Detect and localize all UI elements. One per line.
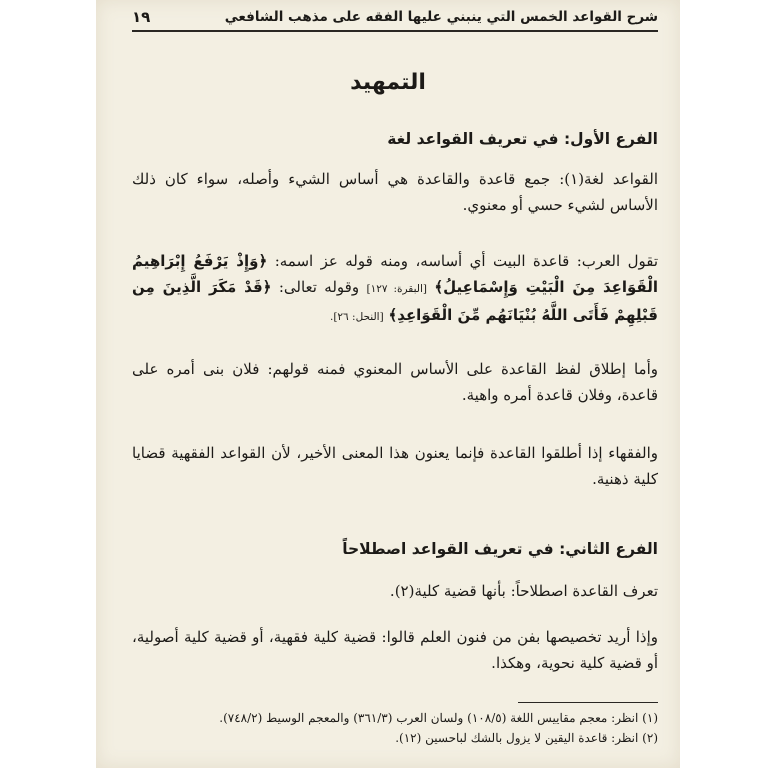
section-heading-2: الفرع الثاني: في تعريف القواعد اصطلاحاً (342, 540, 658, 558)
paragraph-jurists-usage: والفقهاء إذا أطلقوا القاعدة فإنما يعنون هذا المعنى الأخير، لأن القواعد الفقهية قضايا كلية ذهنية. (132, 444, 658, 488)
quran-verse-baqarah: ﴿وَإِذْ يَرْفَعُ إِبْرَاهِيمُ الْقَوَاعِدَ مِنَ الْبَيْتِ وَإِسْمَاعِيلُ﴾ (132, 252, 658, 296)
verse-reference-baqarah: [البقرة: ١٢٧] (366, 283, 427, 295)
footnote-separator (518, 702, 658, 703)
running-title: شرح القواعد الخمس التي ينبني عليها الفقه على مذهب الشافعي (224, 9, 658, 25)
paragraph-specialization: وإذا أريد تخصيصها بفن من فنون العلم قالوا: قضية كلية فقهية، أو قضية كلية أصولية، أو قضية كلية نحوية، وهكذا. (132, 628, 658, 672)
verse-reference-nahl: [النحل: ٢٦]. (329, 311, 384, 323)
footnotes (132, 708, 658, 748)
paragraph-technical-definition: تعرف القاعدة اصطلاحاً: بأنها قضية كلية(٢). (389, 582, 658, 600)
page-number: ١٩ (132, 8, 151, 26)
paragraph-lexical-definition: القواعد لغة(١): جمع قاعدة والقاعدة هي أساس الشيء وأصله، سواء كان ذلك الأساس لشيء حسي أو معنوي. (132, 170, 658, 214)
chapter-title: التمهيد (350, 70, 426, 95)
paragraph-quran-intro: تقول العرب: قاعدة البيت أي أساسه، ومنه قوله عز اسمه: (274, 252, 658, 270)
running-header (132, 4, 658, 32)
paragraph-quran-examples (132, 248, 658, 330)
quran-verse-nahl: ﴿قَدْ مَكَرَ الَّذِينَ مِن قَبْلِهِمْ فَأَتَى اللَّهُ بُنْيَانَهُم مِّنَ الْقَوَاعِدِ﴾ (132, 278, 658, 324)
paragraph-quran-joiner: وقوله تعالى: (278, 278, 360, 296)
footnote-2: (٢) انظر: قاعدة اليقين لا يزول بالشك لباحسين (١٢). (395, 731, 658, 745)
paragraph-abstract-meaning: وأما إطلاق لفظ القاعدة على الأساس المعنوي فمنه قولهم: فلان بنى أمره على قاعدة، وفلان قاعدة أمره واهية. (132, 360, 658, 404)
footnote-1: (١) انظر: معجم مقاييس اللغة (١٠٨/٥) ولسان العرب (٣٦١/٣) والمعجم الوسيط (٧٤٨/٢). (219, 711, 658, 725)
book-page (96, 0, 680, 768)
section-heading-1: الفرع الأول: في تعريف القواعد لغة (387, 130, 658, 148)
